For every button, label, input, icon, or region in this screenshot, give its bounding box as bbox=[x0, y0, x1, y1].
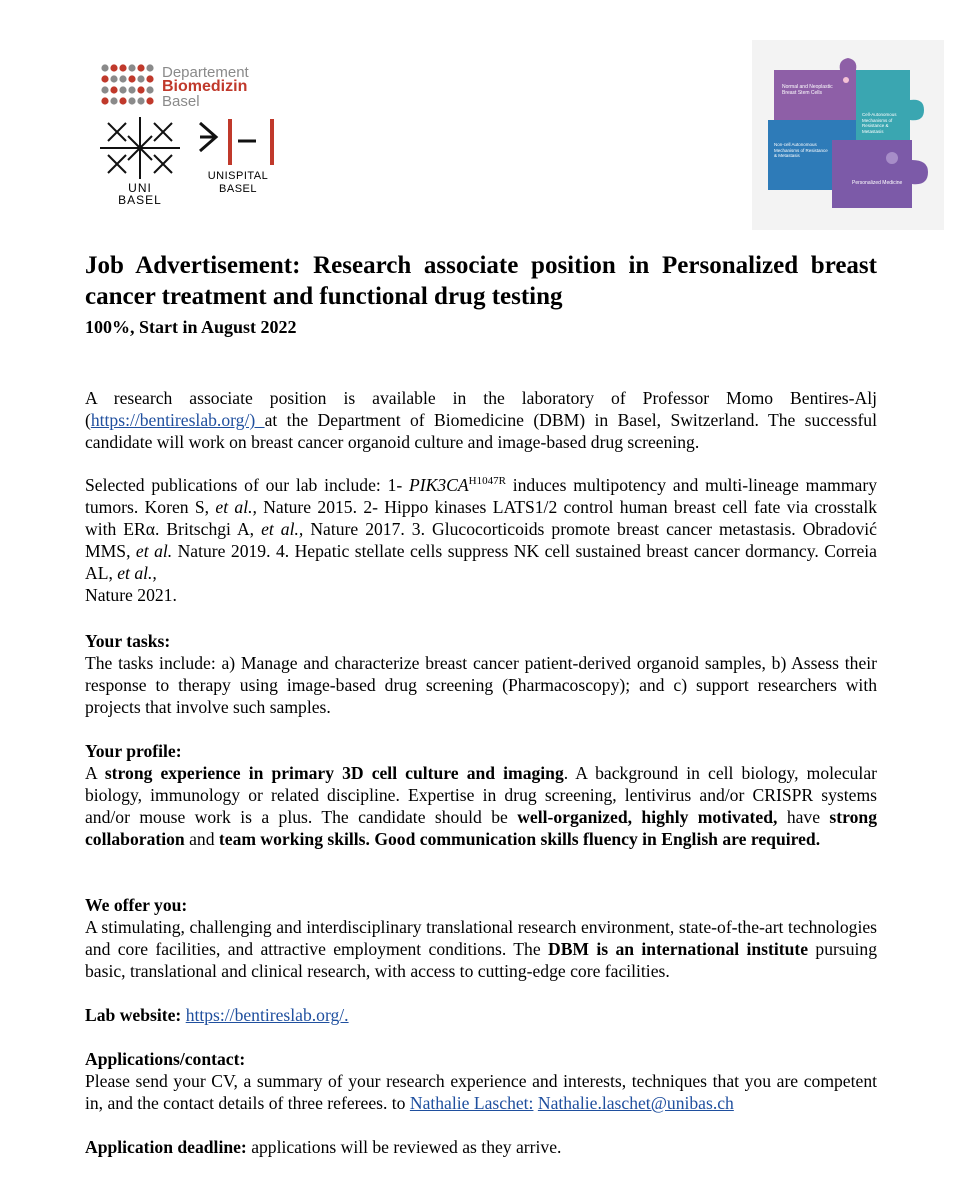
pubs-text-b: induces multipotency and multi-lineage mammary tumors. Koren S, bbox=[85, 475, 877, 517]
pubs-text-f: Nature 2021. bbox=[85, 585, 177, 605]
website-label: Lab website: bbox=[85, 1005, 182, 1025]
unispital-line1: UNISPITAL bbox=[207, 170, 269, 182]
pubs-etal-1: et al., bbox=[215, 497, 257, 517]
offer-bold-1: DBM is an international institute bbox=[547, 939, 809, 959]
deadline-line bbox=[85, 1136, 877, 1158]
puzzle-piece-4-label: Personalized Medicine bbox=[852, 180, 903, 186]
uni-line2: BASEL bbox=[118, 193, 162, 207]
contact-name-link[interactable]: Nathalie Laschet: bbox=[409, 1093, 534, 1113]
profile-text-2: . A background in cell biology, molecular biology, immunology or related discipline. Expertise in drug screening, lentivirus and/or CRISPR systems and/or mouse work is a plus. The candidate should be bbox=[85, 763, 877, 827]
contact-heading: Applications/contact: bbox=[85, 1049, 246, 1069]
profile-section bbox=[85, 740, 877, 850]
profile-heading: Your profile: bbox=[85, 741, 182, 761]
dbm-dots-mark bbox=[100, 62, 158, 108]
uni-line1: UNI bbox=[128, 181, 152, 195]
pubs-mutation: H1047R bbox=[468, 475, 506, 488]
profile-text-3: have bbox=[777, 807, 830, 827]
dbm-line2: Biomedizin bbox=[162, 78, 248, 95]
profile-bold-1: strong experience in primary 3D cell culture and imaging bbox=[104, 763, 564, 783]
pubs-gene: PIK3CA bbox=[409, 475, 469, 495]
publications-paragraph bbox=[85, 474, 877, 606]
page-title: Job Advertisement: Research associate position in Personalized breast cancer treatment and functional drug testing bbox=[85, 252, 877, 310]
profile-bold-4: team working skills. Good communication skills fluency in English are required. bbox=[218, 829, 821, 849]
pubs-text-a: Selected publications of our lab include: 1- bbox=[85, 475, 410, 495]
dbm-line1: Departement bbox=[162, 64, 249, 81]
dbm-line3: Basel bbox=[162, 93, 200, 110]
website-link[interactable]: https://bentireslab.org/. bbox=[185, 1005, 349, 1025]
pubs-etal-4: et al., bbox=[117, 563, 157, 583]
offer-text-1: A stimulating, challenging and interdisciplinary translational research environment, state-of-the-art technologies and core facilities, and attractive employment conditions. The bbox=[85, 917, 877, 959]
pubs-text-e: Nature 2019. 4. Hepatic stellate cells suppress NK cell sustained breast cancer dormancy. Correia AL, bbox=[85, 541, 877, 583]
pubs-text-d: Nature 2017. 3. Glucocorticoids promote breast cancer metastasis. Obradović MMS, bbox=[85, 519, 877, 561]
lab-link-inline[interactable]: https://bentireslab.org/) bbox=[90, 410, 265, 430]
dbm-logo bbox=[100, 62, 270, 108]
puzzle-piece-4 bbox=[832, 140, 928, 208]
contact-text bbox=[85, 1070, 877, 1114]
unispital-line2: BASEL bbox=[219, 183, 257, 195]
offer-text-2: pursuing basic, translational and clinical research, with access to cutting-edge core facilities. bbox=[85, 939, 878, 981]
pubs-etal-2: et al., bbox=[261, 519, 304, 539]
offer-heading: We offer you: bbox=[85, 895, 188, 915]
puzzle-cover-image bbox=[752, 40, 944, 230]
deadline-text: applications will be reviewed as they arrive. bbox=[246, 1137, 562, 1157]
profile-bold-2: well-organized, highly motivated, bbox=[517, 807, 778, 827]
puzzle-piece-2-label: Cell-Autonomous Mechanisms of Resistance & Metastasis bbox=[862, 112, 897, 134]
page-subtitle: 100%, Start in August 2022 bbox=[85, 317, 297, 337]
profile-text-1: A bbox=[85, 763, 105, 783]
offer-section bbox=[85, 894, 877, 982]
contact-body: Please send your CV, a summary of your research experience and interests, techniques that you are competent in, and the contact details of three referees. to bbox=[85, 1071, 877, 1113]
intro-paragraph bbox=[85, 387, 877, 453]
puzzle-piece-1-label: Normal and Neoplastic Breast Stem Cells bbox=[782, 84, 833, 96]
uni-basel-logo bbox=[98, 115, 182, 207]
website-line bbox=[85, 1004, 877, 1026]
contact-section bbox=[85, 1048, 877, 1114]
tasks-section bbox=[85, 630, 877, 718]
pubs-etal-3: et al. bbox=[135, 541, 173, 561]
profile-text-4: and bbox=[184, 829, 219, 849]
offer-text bbox=[85, 916, 877, 982]
tasks-heading: Your tasks: bbox=[85, 631, 171, 651]
uni-basel-mark bbox=[98, 115, 182, 181]
pubs-text-c: Nature 2015. 2- Hippo kinases LATS1/2 control human breast cell fate via crosstalk with ERα. Britschgi A, bbox=[85, 497, 878, 539]
puzzle-piece-3-label: Non-cell Autonomous Mechanisms of Resistance & Metastasis bbox=[774, 142, 828, 158]
unispital-mark bbox=[198, 117, 278, 167]
contact-email-link[interactable]: Nathalie.laschet@unibas.ch bbox=[537, 1093, 734, 1113]
deadline-label: Application deadline: bbox=[85, 1137, 247, 1157]
tasks-text: The tasks include: a) Manage and characterize breast cancer patient-derived organoid samples, b) Assess their response to therapy using image-based drug screening (Pharmacoscopy); and c) support researchers with projects that involve such samples. bbox=[85, 653, 877, 717]
intro-text-a: A research associate position is available in the laboratory of Professor Momo Bentires-Alj ( bbox=[85, 388, 877, 430]
profile-bold-3: strong collaboration bbox=[85, 807, 877, 849]
intro-text-b: at the Department of Biomedicine (DBM) in Basel, Switzerland. The successful candidate will work on breast cancer organoid culture and image-based drug screening. bbox=[85, 410, 877, 452]
unispital-logo bbox=[198, 117, 278, 197]
profile-text bbox=[85, 762, 877, 850]
